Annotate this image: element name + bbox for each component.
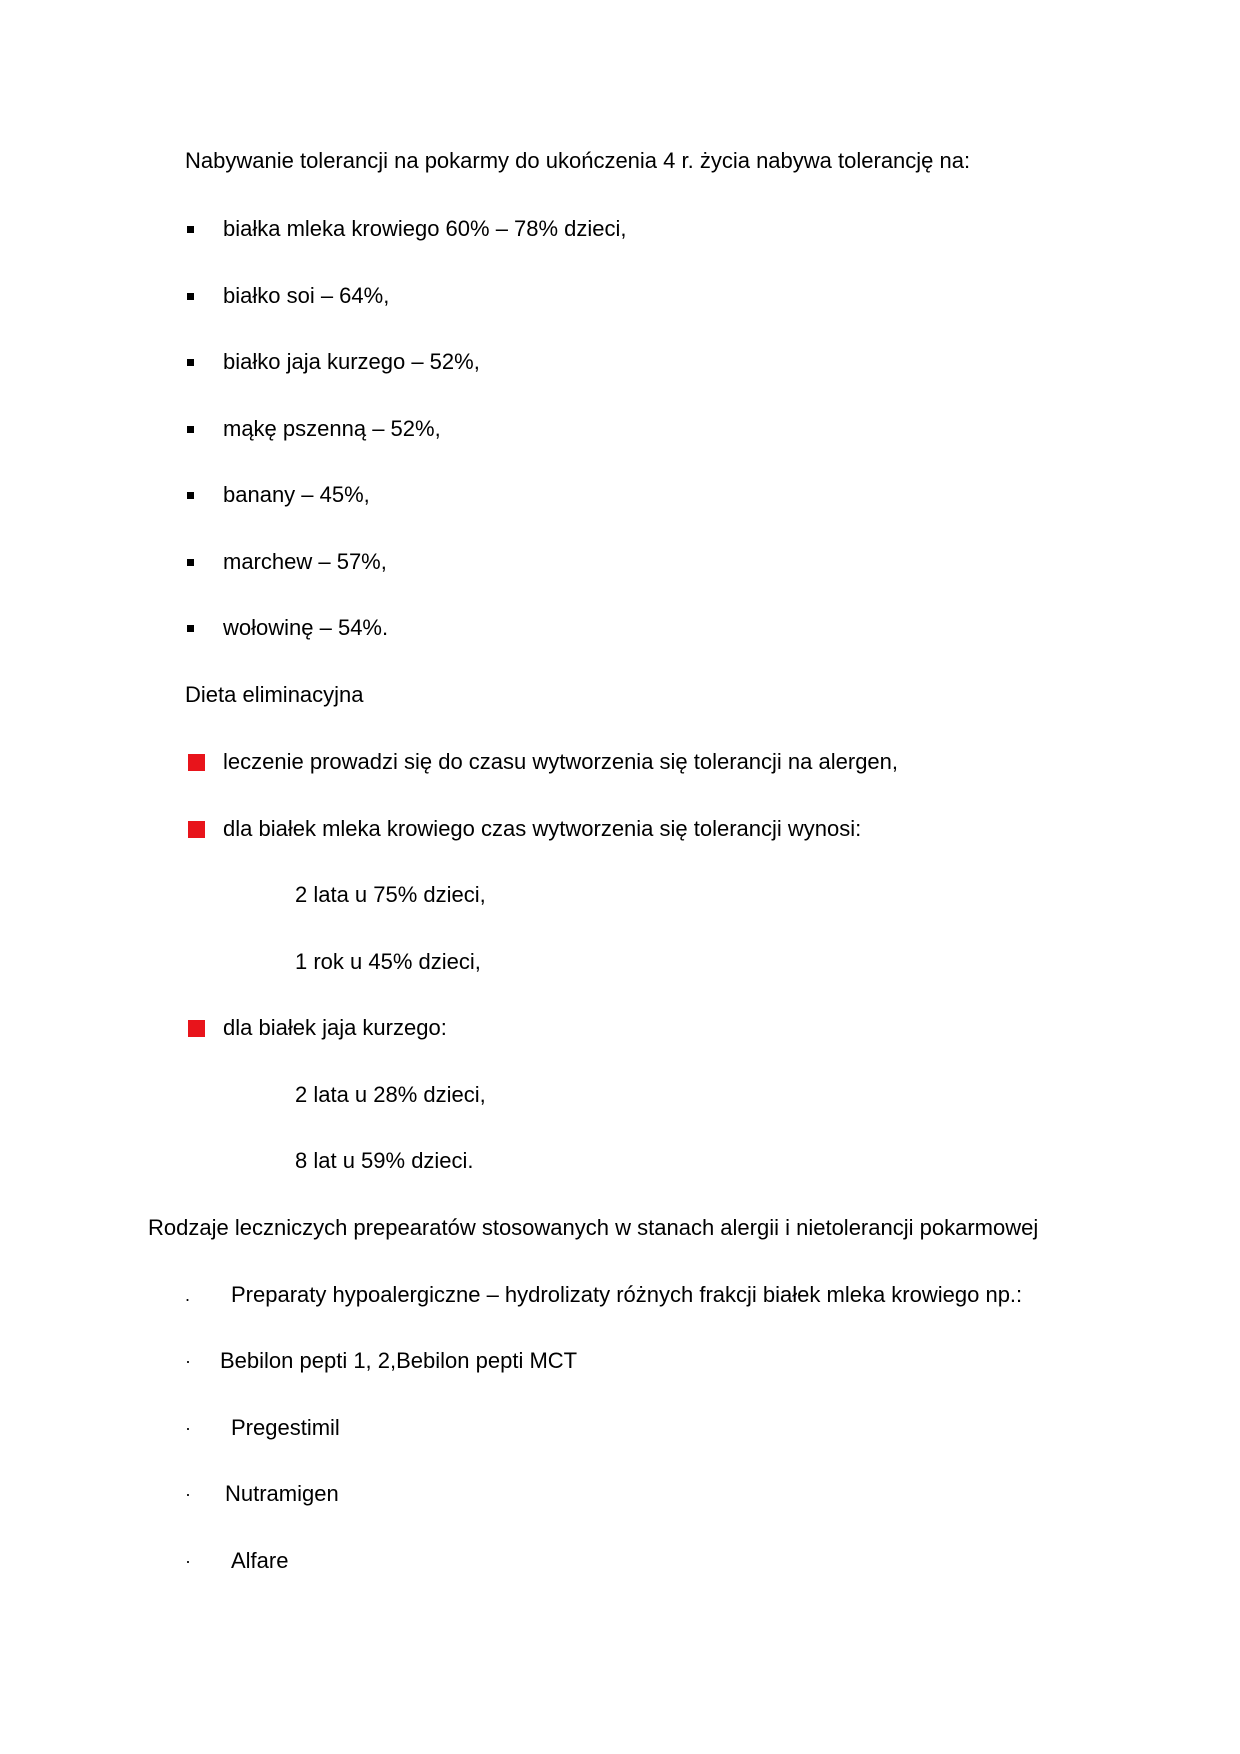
list-item: Nutramigen (225, 1481, 339, 1506)
square-bullet-icon (187, 559, 194, 566)
list-item: leczenie prowadzi się do czasu wytworzenia się tolerancji na alergen, (223, 749, 899, 774)
middle-dot-marker: · (185, 1418, 191, 1438)
list-item: marchew – 57%, (223, 549, 387, 574)
list-item: białko soi – 64%, (223, 283, 390, 308)
list-item: białko jaja kurzego – 52%, (223, 349, 480, 374)
list-item: dla białek jaja kurzego: (223, 1015, 447, 1040)
red-square-bullet-icon (188, 1020, 205, 1037)
sub-list-item: 1 rok u 45% dzieci, (295, 949, 481, 974)
list-item: Preparaty hypoalergiczne – hydrolizaty różnych frakcji białek mleka krowiego np.: (231, 1282, 1023, 1307)
list-item: białka mleka krowiego 60% – 78% dzieci, (223, 216, 627, 241)
square-bullet-icon (187, 625, 194, 632)
intro-paragraph: Nabywanie tolerancji na pokarmy do ukończenia 4 r. życia nabywa tolerancję na: (185, 148, 971, 173)
list-item: mąkę pszenną – 52%, (223, 416, 441, 441)
products-heading: Rodzaje leczniczych prepearatów stosowanych w stanach alergii i nietolerancji pokarmowej (148, 1215, 1039, 1240)
square-bullet-icon (187, 226, 194, 233)
list-item: banany – 45%, (223, 482, 370, 507)
list-item: Alfare (231, 1548, 289, 1573)
list-item: Bebilon pepti 1, 2,Bebilon pepti MCT (220, 1348, 578, 1373)
sub-list-item: 2 lata u 75% dzieci, (295, 882, 486, 907)
square-bullet-icon (187, 492, 194, 499)
red-square-bullet-icon (188, 754, 205, 771)
middle-dot-marker: · (185, 1484, 191, 1504)
list-item: Pregestimil (231, 1415, 340, 1440)
square-bullet-icon (187, 359, 194, 366)
red-square-bullet-icon (188, 821, 205, 838)
period-marker: . (185, 1285, 191, 1305)
sub-list-item: 2 lata u 28% dzieci, (295, 1082, 486, 1107)
list-item: dla białek mleka krowiego czas wytworzenia się tolerancji wynosi: (223, 816, 862, 841)
diet-heading: Dieta eliminacyjna (185, 682, 364, 707)
square-bullet-icon (187, 293, 194, 300)
square-bullet-icon (187, 426, 194, 433)
sub-list-item: 8 lat u 59% dzieci. (295, 1148, 474, 1173)
middle-dot-marker: · (185, 1551, 191, 1571)
list-item: wołowinę – 54%. (223, 615, 389, 640)
middle-dot-marker: · (185, 1351, 191, 1371)
